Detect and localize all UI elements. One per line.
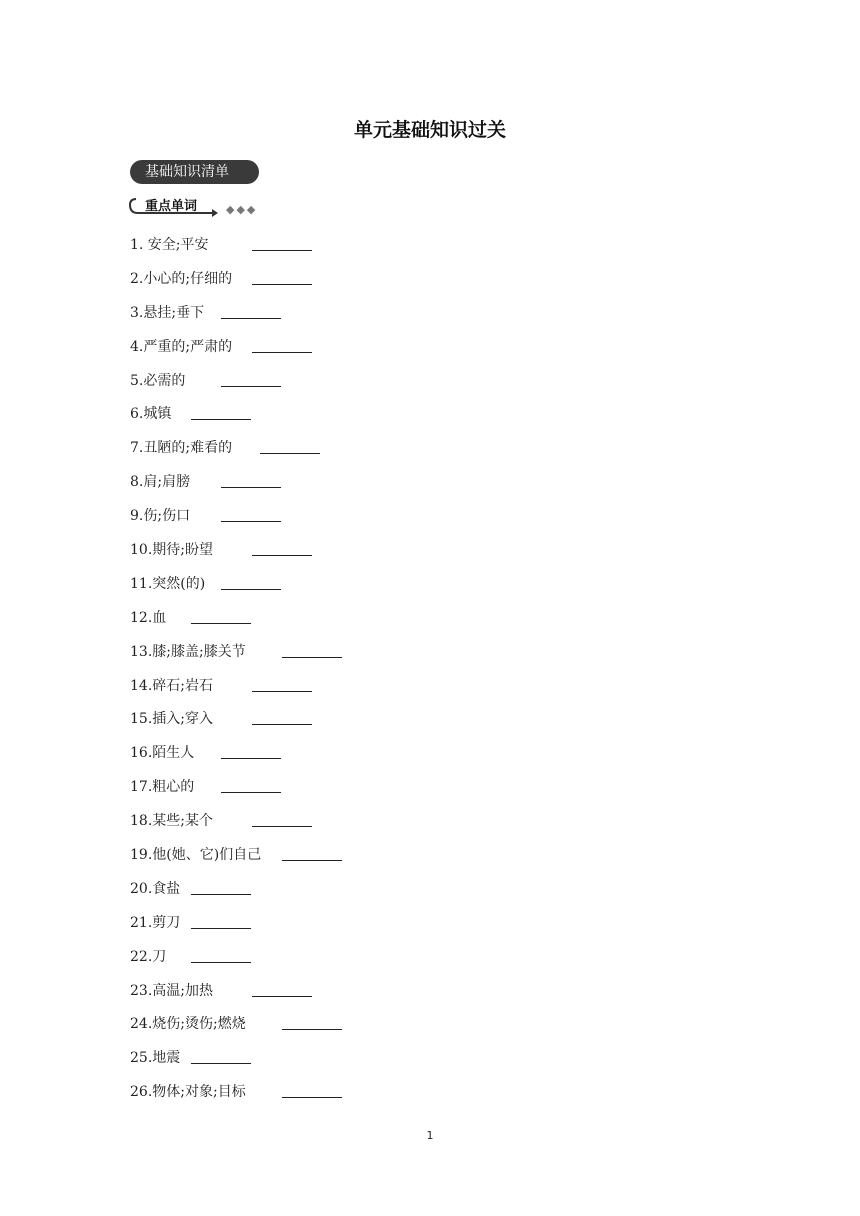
- list-item: [130, 911, 261, 945]
- list-item: [130, 707, 261, 741]
- page-title: 单元基础知识过关: [353, 119, 506, 141]
- answer-blank[interactable]: [221, 521, 281, 522]
- item-text: 26.物体;对象;目标: [130, 1084, 246, 1101]
- answer-blank[interactable]: [252, 250, 312, 251]
- item-text: 13.膝;膝盖;膝关节: [130, 643, 246, 660]
- item-text: 3.悬挂;垂下: [130, 304, 205, 321]
- item-text: 7.丑陋的;难看的: [130, 440, 233, 457]
- answer-blank[interactable]: [221, 487, 281, 488]
- answer-blank[interactable]: [191, 419, 251, 420]
- answer-blank[interactable]: [221, 589, 281, 590]
- section-label: 基础知识清单: [130, 160, 259, 184]
- answer-blank[interactable]: [191, 962, 251, 963]
- answer-blank[interactable]: [252, 284, 312, 285]
- item-text: 25.地震: [130, 1050, 181, 1067]
- list-item: [130, 640, 261, 674]
- answer-blank[interactable]: [221, 792, 281, 793]
- answer-blank[interactable]: [252, 826, 312, 827]
- list-item: [130, 606, 261, 640]
- list-item: [130, 674, 261, 708]
- item-text: 20.食盐: [130, 880, 181, 897]
- item-text: 15.插入;穿入: [130, 711, 213, 728]
- list-item: [130, 436, 261, 470]
- answer-blank[interactable]: [282, 1029, 342, 1030]
- item-text: 14.碎石;岩石: [130, 677, 213, 694]
- item-text: 22.刀: [130, 948, 167, 965]
- item-text: 16.陌生人: [130, 745, 195, 762]
- list-item: [130, 470, 261, 504]
- answer-blank[interactable]: [221, 386, 281, 387]
- subsection-label: 重点单词: [145, 199, 198, 214]
- item-text: 24.烧伤;烫伤;燃烧: [130, 1016, 246, 1033]
- list-item: [130, 741, 261, 775]
- list-item: [130, 267, 261, 301]
- answer-blank[interactable]: [282, 657, 342, 658]
- item-text: 18.某些;某个: [130, 813, 213, 830]
- answer-blank[interactable]: [252, 996, 312, 997]
- page-number: 1: [426, 1129, 434, 1142]
- list-item: [130, 1046, 261, 1080]
- answer-blank[interactable]: [191, 894, 251, 895]
- answer-blank[interactable]: [191, 1063, 251, 1064]
- list-item: [130, 843, 261, 877]
- item-text: 11.突然(的): [130, 575, 206, 592]
- answer-blank[interactable]: [221, 318, 281, 319]
- list-item: [130, 1080, 261, 1114]
- list-item: [130, 504, 261, 538]
- item-text: 2.小心的;仔细的: [130, 270, 233, 287]
- item-text: 5.必需的: [130, 372, 186, 389]
- answer-blank[interactable]: [282, 1097, 342, 1098]
- item-text: 4.严重的;严肃的: [130, 338, 233, 355]
- list-item: [130, 979, 261, 1013]
- list-item: [130, 877, 261, 911]
- list-item: [130, 572, 261, 606]
- item-text: 17.粗心的: [130, 779, 195, 796]
- item-text: 9.伤;伤口: [130, 508, 191, 525]
- list-item: [130, 538, 261, 572]
- answer-blank[interactable]: [191, 623, 251, 624]
- answer-blank[interactable]: [252, 724, 312, 725]
- subsection-header: [128, 193, 278, 221]
- list-item: [130, 335, 261, 369]
- item-text: 12.血: [130, 609, 167, 626]
- diamond-decoration-icon: ◆◆◆: [226, 203, 258, 216]
- list-item: [130, 233, 261, 267]
- item-text: 21.剪刀: [130, 914, 181, 931]
- list-item: [130, 1012, 261, 1046]
- item-text: 19.他(她、它)们自己: [130, 847, 262, 864]
- item-text: 1. 安全;平安: [130, 237, 209, 253]
- answer-blank[interactable]: [252, 352, 312, 353]
- item-text: 8.肩;肩膀: [130, 474, 191, 491]
- list-item: [130, 809, 261, 843]
- list-item: [130, 775, 261, 809]
- item-text: 6.城镇: [130, 406, 172, 423]
- answer-blank[interactable]: [221, 758, 281, 759]
- answer-blank[interactable]: [191, 928, 251, 929]
- list-item: [130, 402, 261, 436]
- answer-blank[interactable]: [252, 555, 312, 556]
- answer-blank[interactable]: [260, 453, 320, 454]
- answer-blank[interactable]: [252, 691, 312, 692]
- item-text: 23.高温;加热: [130, 982, 213, 999]
- list-item: [130, 945, 261, 979]
- list-item: [130, 301, 261, 335]
- item-text: 10.期待;盼望: [130, 542, 213, 559]
- vocabulary-list: [130, 233, 261, 1114]
- list-item: [130, 369, 261, 403]
- answer-blank[interactable]: [282, 860, 342, 861]
